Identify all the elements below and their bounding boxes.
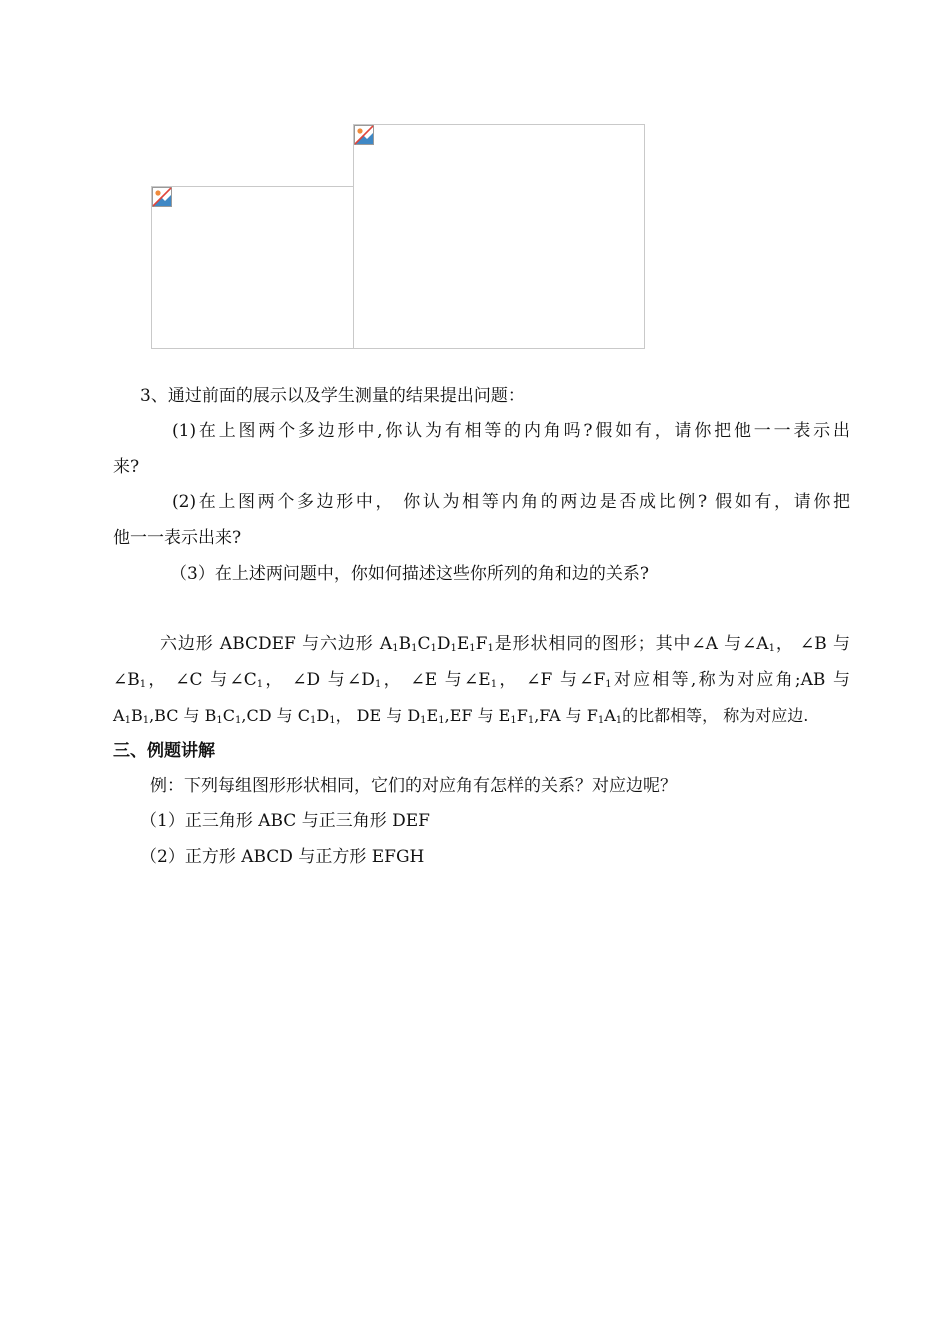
question-1-line-2: 来?: [113, 457, 140, 477]
question-intro: 3、通过前面的展示以及学生测量的结果提出问题：: [140, 386, 525, 406]
hexagon-paragraph-line-3: $A_1B_1,BC$ 与 $B_1C_1,CD$ 与 $C_1D_1$， DE 与 $D_1E_1,EF$ 与 $E_1F_1,FA$ 与 $F_1A_1$的比都相等， 称为对应边.: [113, 706, 809, 726]
question-2-line-2: 他一一表示出来?: [113, 528, 242, 548]
hexagon-paragraph-line-2: $\angle B_1$， ∠C 与$\angle C_1$， ∠D 与$\angle D_1$， ∠E 与$\angle E_1$， ∠F 与$\angle F_1$对应相等,称为对应角;AB 与: [113, 670, 851, 690]
image-placeholder-small: [151, 186, 354, 349]
broken-image-icon: [354, 125, 374, 145]
hexagon-paragraph-line-1: 六边形 ABCDEF 与六边形 $A_1B_1C_1D_1E_1F_1$是形状相同的图形；其中∠A 与$\angle A_1$， ∠B 与: [160, 634, 850, 654]
broken-image-icon: [152, 187, 172, 207]
example-intro: 例：下列每组图形形状相同，它们的对应角有怎样的关系？对应边呢？: [150, 776, 677, 796]
image-placeholder-large: [353, 124, 645, 349]
question-2-line-1: (2)在上图两个多边形中， 你认为相等内角的两边是否成比例? 假如有，请你把: [172, 492, 850, 512]
question-3: （3）在上述两问题中，你如何描述这些你所列的角和边的关系?: [170, 564, 649, 584]
example-item-2: （2）正方形 ABCD 与正方形 EFGH: [140, 847, 425, 867]
question-1-line-1: (1)在上图两个多边形中,你认为有相等的内角吗?假如有，请你把他一一表示出: [172, 421, 850, 441]
example-item-1: （1）正三角形 ABC 与正三角形 DEF: [140, 811, 430, 831]
section-heading: 三、例题讲解: [113, 741, 215, 761]
